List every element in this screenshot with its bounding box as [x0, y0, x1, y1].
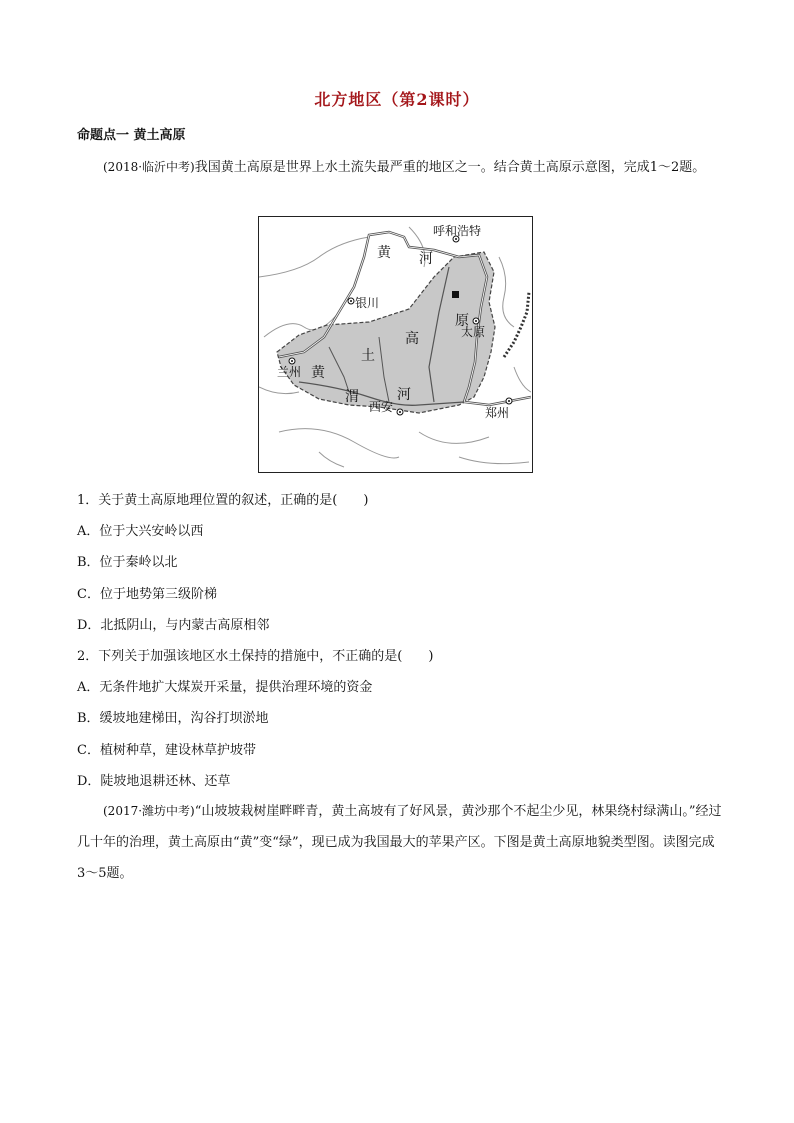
label-yuan: 原 [455, 313, 469, 329]
label-lanzhou: 兰州 [277, 365, 302, 379]
question-2-stem: 2．下列关于加强该地区水土保持的措施中，不正确的是( ) [77, 649, 434, 664]
intro-paragraph-2 [77, 796, 722, 889]
question-1-option-d: D．北抵阴山，与内蒙古高原相邻 [77, 618, 270, 633]
question-2-option-d: D．陡坡地退耕还林、还草 [77, 774, 231, 789]
section-heading: 命题点一 黄土高原 [77, 128, 186, 143]
question-1-option-b: B．位于秦岭以北 [77, 555, 178, 570]
city-lanzhou [289, 358, 295, 364]
city-yinchuan [348, 298, 354, 304]
question-2-option-a: A．无条件地扩大煤炭开采量，提供治理环境的资金 [77, 680, 373, 695]
question-1-stem: 1．关于黄土高原地理位置的叙述，正确的是( ) [77, 493, 369, 508]
capital-square-icon [452, 291, 459, 298]
railway [504, 292, 529, 357]
question-1-option-c: C．位于地势第三级阶梯 [77, 587, 217, 602]
label-yinchuan: 银川 [355, 296, 380, 310]
question-1-option-a: A．位于大兴安岭以西 [77, 524, 204, 539]
intro2-text: “山坡坡栽树崖畔畔青，黄土高坡有了好风景，黄沙那个不起尘少见，林果绕村绿满山。”经过几十年的治理，黄土高原由“黄”变“绿”，现已成为我国最大的苹果产区。下图是黄土高原地貌类型图。读图完成3～5题。 [77, 804, 722, 881]
intro-paragraph-1 [77, 152, 722, 183]
map-svg [259, 217, 531, 471]
label-huang-top: 黄 [377, 245, 391, 261]
label-xian: 西安 [369, 400, 394, 414]
question-2-option-c: C．植树种草，建设林草护坡带 [77, 743, 256, 758]
city-xian [397, 409, 403, 415]
label-wei: 渭 [345, 389, 359, 405]
city-taiyuan [473, 318, 479, 324]
label-gao: 高 [405, 331, 419, 347]
label-huang-left: 黄 [311, 365, 325, 381]
label-hohhot: 呼和浩特 [433, 224, 482, 238]
loess-plateau-map [258, 216, 533, 473]
intro-text: 我国黄土高原是世界上水土流失最严重的地区之一。结合黄土高原示意图，完成1～2题。 [194, 160, 706, 175]
intro-source: (2018·临沂中考) [103, 160, 195, 174]
label-tu: 土 [361, 348, 375, 364]
city-zhengzhou [506, 398, 512, 404]
label-he-bottom: 河 [397, 387, 411, 403]
page-title: 北方地区（第2课时） [314, 90, 480, 109]
label-he-top: 河 [419, 251, 433, 267]
question-2-option-b: B．缓坡地建梯田，沟谷打坝淤地 [77, 711, 269, 726]
intro2-source: (2017·潍坊中考) [103, 804, 195, 818]
label-zhengzhou: 郑州 [485, 406, 510, 420]
label-taiyuan: 太原 [461, 325, 486, 339]
